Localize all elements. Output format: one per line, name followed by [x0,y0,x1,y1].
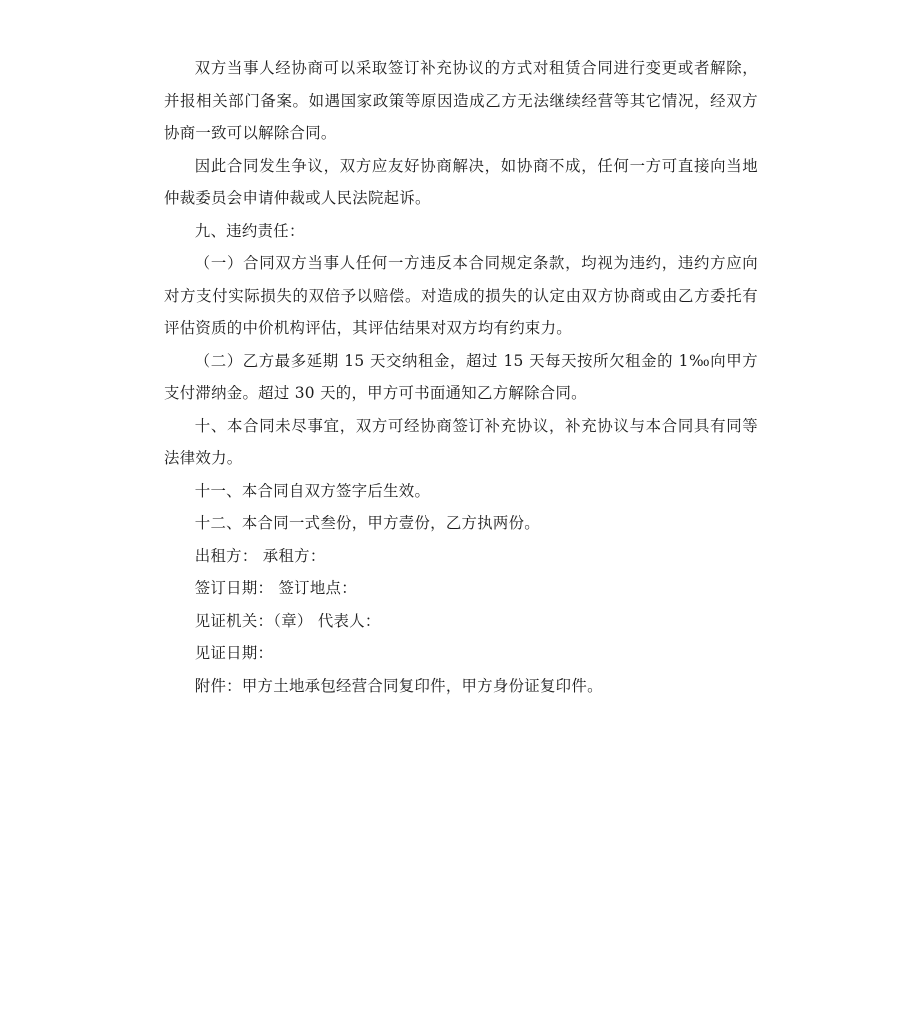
paragraph-section-12: 十二、本合同一式叁份，甲方壹份，乙方执两份。 [194,514,540,532]
paragraph-breach-clause-1: （一）合同双方当事人任何一方违反本合同规定条款，均视为违约，违约方应向对方支付实际损失的双倍予以赔偿。对造成的损失的认定由双方协商或由乙方委托有评估资质的中价机构评估，其评估结果对双方均有约束力。 [164,254,758,337]
paragraph-breach-clause-2: （二）乙方最多延期 15 天交纳租金，超过 15 天每天按所欠租金的 1‰向甲方支付滞纳金。超过 30 天的，甲方可书面通知乙方解除合同。 [164,351,758,402]
paragraph-attachments: 附件：甲方土地承包经营合同复印件，甲方身份证复印件。 [194,676,603,695]
document-body [164,52,758,702]
paragraph-section-11: 十一、本合同自双方签字后生效。 [194,481,431,500]
signature-witness-agency: 见证机关：（章） 代表人： [194,611,381,630]
paragraph-section-10: 十、本合同未尽事宜，双方可经协商签订补充协议，补充协议与本合同具有同等法律效力。 [164,416,758,467]
paragraph-dispute-resolution: 因此合同发生争议，双方应友好协商解决，如协商不成，任何一方可直接向当地仲裁委员会申请仲裁或人民法院起诉。 [164,156,758,207]
signature-lessor-lessee: 出租方： 承租方： [194,546,326,565]
signature-witness-date: 见证日期： [194,644,274,662]
paragraph-contract-modification: 双方当事人经协商可以采取签订补充协议的方式对租赁合同进行变更或者解除，并报相关部门备案。如遇国家政策等原因造成乙方无法继续经营等其它情况，经双方协商一致可以解除合同。 [164,59,758,142]
section-heading-breach-liability: 九、违约责任： [194,221,305,240]
signature-date-place: 签订日期： 签订地点： [194,579,357,597]
